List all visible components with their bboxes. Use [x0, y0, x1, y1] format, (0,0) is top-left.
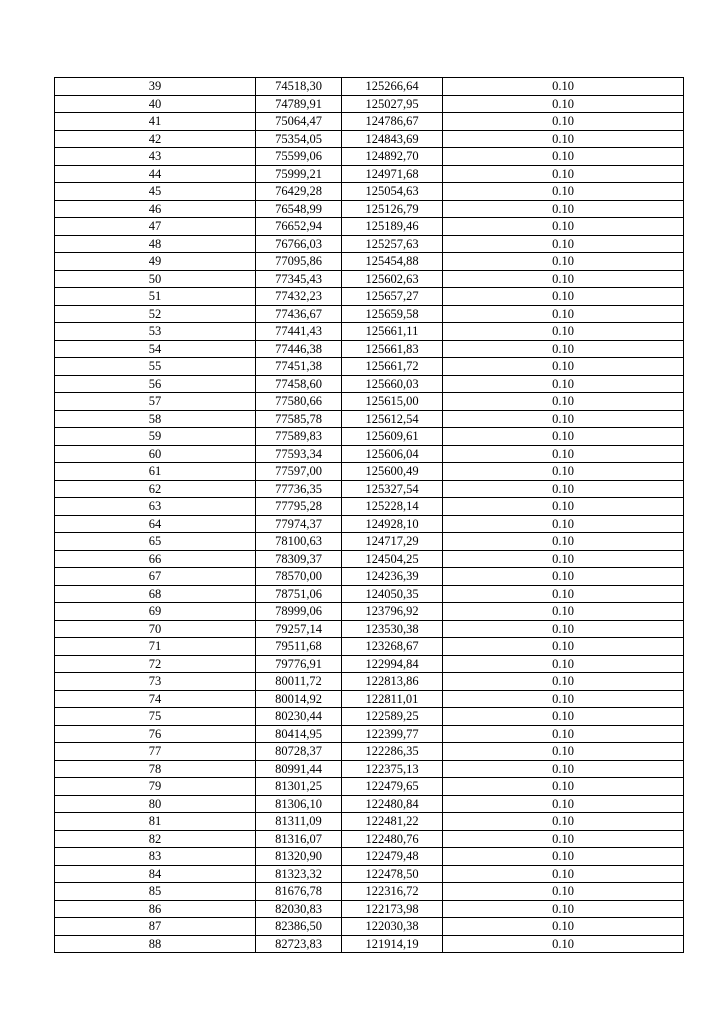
x-coordinate-cell: 81316,07: [256, 830, 342, 848]
point-number-cell: 75: [55, 708, 256, 726]
table-row: [55, 900, 684, 918]
y-coordinate-cell: 125657,27: [342, 288, 443, 306]
coordinates-table-body: [55, 78, 684, 953]
point-number-cell: 57: [55, 393, 256, 411]
accuracy-cell: 0.10: [443, 78, 684, 96]
point-number-cell: 50: [55, 270, 256, 288]
point-number-cell: 61: [55, 463, 256, 481]
table-row: [55, 253, 684, 271]
point-number-cell: 48: [55, 235, 256, 253]
point-number-cell: 59: [55, 428, 256, 446]
accuracy-cell: 0.10: [443, 708, 684, 726]
table-row: [55, 883, 684, 901]
point-number-cell: 85: [55, 883, 256, 901]
y-coordinate-cell: 124892,70: [342, 148, 443, 166]
accuracy-cell: 0.10: [443, 288, 684, 306]
y-coordinate-cell: 122030,38: [342, 918, 443, 936]
table-row: [55, 865, 684, 883]
y-coordinate-cell: 125257,63: [342, 235, 443, 253]
x-coordinate-cell: 77095,86: [256, 253, 342, 271]
table-row: [55, 235, 684, 253]
table-row: [55, 550, 684, 568]
y-coordinate-cell: 125659,58: [342, 305, 443, 323]
table-row: [55, 673, 684, 691]
x-coordinate-cell: 77597,00: [256, 463, 342, 481]
y-coordinate-cell: 122316,72: [342, 883, 443, 901]
x-coordinate-cell: 75064,47: [256, 113, 342, 131]
point-number-cell: 67: [55, 568, 256, 586]
point-number-cell: 71: [55, 638, 256, 656]
accuracy-cell: 0.10: [443, 375, 684, 393]
accuracy-cell: 0.10: [443, 935, 684, 953]
x-coordinate-cell: 77974,37: [256, 515, 342, 533]
accuracy-cell: 0.10: [443, 270, 684, 288]
accuracy-cell: 0.10: [443, 305, 684, 323]
point-number-cell: 80: [55, 795, 256, 813]
y-coordinate-cell: 122811,01: [342, 690, 443, 708]
x-coordinate-cell: 77441,43: [256, 323, 342, 341]
point-number-cell: 87: [55, 918, 256, 936]
x-coordinate-cell: 77589,83: [256, 428, 342, 446]
x-coordinate-cell: 75599,06: [256, 148, 342, 166]
x-coordinate-cell: 78999,06: [256, 603, 342, 621]
x-coordinate-cell: 77585,78: [256, 410, 342, 428]
y-coordinate-cell: 122481,22: [342, 813, 443, 831]
x-coordinate-cell: 79511,68: [256, 638, 342, 656]
x-coordinate-cell: 81311,09: [256, 813, 342, 831]
table-row: [55, 848, 684, 866]
table-row: [55, 620, 684, 638]
y-coordinate-cell: 125661,83: [342, 340, 443, 358]
x-coordinate-cell: 78309,37: [256, 550, 342, 568]
table-row: [55, 270, 684, 288]
y-coordinate-cell: 121914,19: [342, 935, 443, 953]
accuracy-cell: 0.10: [443, 725, 684, 743]
point-number-cell: 52: [55, 305, 256, 323]
y-coordinate-cell: 122375,13: [342, 760, 443, 778]
y-coordinate-cell: 125189,46: [342, 218, 443, 236]
x-coordinate-cell: 77345,43: [256, 270, 342, 288]
table-row: [55, 323, 684, 341]
accuracy-cell: 0.10: [443, 218, 684, 236]
table-row: [55, 113, 684, 131]
table-row: [55, 78, 684, 96]
x-coordinate-cell: 77451,38: [256, 358, 342, 376]
point-number-cell: 58: [55, 410, 256, 428]
y-coordinate-cell: 122589,25: [342, 708, 443, 726]
y-coordinate-cell: 125327,54: [342, 480, 443, 498]
x-coordinate-cell: 78751,06: [256, 585, 342, 603]
accuracy-cell: 0.10: [443, 690, 684, 708]
table-row: [55, 638, 684, 656]
point-number-cell: 55: [55, 358, 256, 376]
point-number-cell: 77: [55, 743, 256, 761]
x-coordinate-cell: 77593,34: [256, 445, 342, 463]
y-coordinate-cell: 124236,39: [342, 568, 443, 586]
point-number-cell: 69: [55, 603, 256, 621]
point-number-cell: 70: [55, 620, 256, 638]
y-coordinate-cell: 124928,10: [342, 515, 443, 533]
accuracy-cell: 0.10: [443, 743, 684, 761]
point-number-cell: 82: [55, 830, 256, 848]
table-row: [55, 95, 684, 113]
point-number-cell: 86: [55, 900, 256, 918]
accuracy-cell: 0.10: [443, 95, 684, 113]
x-coordinate-cell: 77736,35: [256, 480, 342, 498]
point-number-cell: 79: [55, 778, 256, 796]
point-number-cell: 39: [55, 78, 256, 96]
x-coordinate-cell: 81676,78: [256, 883, 342, 901]
x-coordinate-cell: 79257,14: [256, 620, 342, 638]
table-row: [55, 778, 684, 796]
x-coordinate-cell: 77795,28: [256, 498, 342, 516]
table-row: [55, 813, 684, 831]
x-coordinate-cell: 82723,83: [256, 935, 342, 953]
x-coordinate-cell: 76652,94: [256, 218, 342, 236]
x-coordinate-cell: 80014,92: [256, 690, 342, 708]
point-number-cell: 40: [55, 95, 256, 113]
point-number-cell: 76: [55, 725, 256, 743]
y-coordinate-cell: 125600,49: [342, 463, 443, 481]
y-coordinate-cell: 122399,77: [342, 725, 443, 743]
accuracy-cell: 0.10: [443, 883, 684, 901]
accuracy-cell: 0.10: [443, 515, 684, 533]
table-row: [55, 760, 684, 778]
table-row: [55, 358, 684, 376]
y-coordinate-cell: 125027,95: [342, 95, 443, 113]
point-number-cell: 41: [55, 113, 256, 131]
table-row: [55, 130, 684, 148]
accuracy-cell: 0.10: [443, 200, 684, 218]
x-coordinate-cell: 80991,44: [256, 760, 342, 778]
y-coordinate-cell: 125054,63: [342, 183, 443, 201]
y-coordinate-cell: 125266,64: [342, 78, 443, 96]
accuracy-cell: 0.10: [443, 865, 684, 883]
table-row: [55, 393, 684, 411]
y-coordinate-cell: 125228,14: [342, 498, 443, 516]
table-row: [55, 428, 684, 446]
x-coordinate-cell: 77458,60: [256, 375, 342, 393]
x-coordinate-cell: 81323,32: [256, 865, 342, 883]
accuracy-cell: 0.10: [443, 550, 684, 568]
point-number-cell: 66: [55, 550, 256, 568]
point-number-cell: 63: [55, 498, 256, 516]
point-number-cell: 78: [55, 760, 256, 778]
accuracy-cell: 0.10: [443, 445, 684, 463]
accuracy-cell: 0.10: [443, 568, 684, 586]
accuracy-cell: 0.10: [443, 900, 684, 918]
accuracy-cell: 0.10: [443, 585, 684, 603]
table-row: [55, 568, 684, 586]
y-coordinate-cell: 124504,25: [342, 550, 443, 568]
y-coordinate-cell: 122173,98: [342, 900, 443, 918]
x-coordinate-cell: 77580,66: [256, 393, 342, 411]
table-row: [55, 918, 684, 936]
x-coordinate-cell: 74518,30: [256, 78, 342, 96]
point-number-cell: 73: [55, 673, 256, 691]
accuracy-cell: 0.10: [443, 165, 684, 183]
y-coordinate-cell: 122994,84: [342, 655, 443, 673]
y-coordinate-cell: 122478,50: [342, 865, 443, 883]
accuracy-cell: 0.10: [443, 235, 684, 253]
table-row: [55, 375, 684, 393]
x-coordinate-cell: 81301,25: [256, 778, 342, 796]
accuracy-cell: 0.10: [443, 778, 684, 796]
y-coordinate-cell: 125660,03: [342, 375, 443, 393]
table-row: [55, 445, 684, 463]
table-row: [55, 165, 684, 183]
y-coordinate-cell: 122480,76: [342, 830, 443, 848]
x-coordinate-cell: 75999,21: [256, 165, 342, 183]
table-row: [55, 830, 684, 848]
accuracy-cell: 0.10: [443, 340, 684, 358]
accuracy-cell: 0.10: [443, 498, 684, 516]
y-coordinate-cell: 125661,72: [342, 358, 443, 376]
y-coordinate-cell: 123796,92: [342, 603, 443, 621]
accuracy-cell: 0.10: [443, 113, 684, 131]
accuracy-cell: 0.10: [443, 463, 684, 481]
x-coordinate-cell: 76766,03: [256, 235, 342, 253]
y-coordinate-cell: 124717,29: [342, 533, 443, 551]
accuracy-cell: 0.10: [443, 760, 684, 778]
table-row: [55, 218, 684, 236]
table-row: [55, 935, 684, 953]
table-row: [55, 725, 684, 743]
point-number-cell: 47: [55, 218, 256, 236]
x-coordinate-cell: 77432,23: [256, 288, 342, 306]
y-coordinate-cell: 125615,00: [342, 393, 443, 411]
y-coordinate-cell: 124843,69: [342, 130, 443, 148]
point-number-cell: 43: [55, 148, 256, 166]
x-coordinate-cell: 81306,10: [256, 795, 342, 813]
table-row: [55, 655, 684, 673]
x-coordinate-cell: 82386,50: [256, 918, 342, 936]
x-coordinate-cell: 74789,91: [256, 95, 342, 113]
point-number-cell: 83: [55, 848, 256, 866]
accuracy-cell: 0.10: [443, 148, 684, 166]
y-coordinate-cell: 125612,54: [342, 410, 443, 428]
point-number-cell: 44: [55, 165, 256, 183]
y-coordinate-cell: 123530,38: [342, 620, 443, 638]
accuracy-cell: 0.10: [443, 253, 684, 271]
y-coordinate-cell: 124971,68: [342, 165, 443, 183]
accuracy-cell: 0.10: [443, 393, 684, 411]
accuracy-cell: 0.10: [443, 480, 684, 498]
x-coordinate-cell: 80728,37: [256, 743, 342, 761]
x-coordinate-cell: 79776,91: [256, 655, 342, 673]
point-number-cell: 60: [55, 445, 256, 463]
accuracy-cell: 0.10: [443, 673, 684, 691]
accuracy-cell: 0.10: [443, 638, 684, 656]
accuracy-cell: 0.10: [443, 813, 684, 831]
y-coordinate-cell: 122813,86: [342, 673, 443, 691]
table-row: [55, 603, 684, 621]
x-coordinate-cell: 78100,63: [256, 533, 342, 551]
x-coordinate-cell: 77446,38: [256, 340, 342, 358]
table-row: [55, 200, 684, 218]
coordinates-table: [54, 77, 684, 953]
y-coordinate-cell: 124786,67: [342, 113, 443, 131]
point-number-cell: 53: [55, 323, 256, 341]
x-coordinate-cell: 76429,28: [256, 183, 342, 201]
point-number-cell: 81: [55, 813, 256, 831]
accuracy-cell: 0.10: [443, 830, 684, 848]
point-number-cell: 62: [55, 480, 256, 498]
y-coordinate-cell: 125609,61: [342, 428, 443, 446]
x-coordinate-cell: 75354,05: [256, 130, 342, 148]
accuracy-cell: 0.10: [443, 655, 684, 673]
accuracy-cell: 0.10: [443, 533, 684, 551]
point-number-cell: 56: [55, 375, 256, 393]
x-coordinate-cell: 78570,00: [256, 568, 342, 586]
table-row: [55, 498, 684, 516]
x-coordinate-cell: 77436,67: [256, 305, 342, 323]
table-row: [55, 340, 684, 358]
y-coordinate-cell: 122480,84: [342, 795, 443, 813]
y-coordinate-cell: 122479,48: [342, 848, 443, 866]
table-row: [55, 480, 684, 498]
table-row: [55, 533, 684, 551]
table-row: [55, 183, 684, 201]
table-row: [55, 463, 684, 481]
accuracy-cell: 0.10: [443, 428, 684, 446]
point-number-cell: 84: [55, 865, 256, 883]
y-coordinate-cell: 124050,35: [342, 585, 443, 603]
table-row: [55, 585, 684, 603]
accuracy-cell: 0.10: [443, 183, 684, 201]
y-coordinate-cell: 125602,63: [342, 270, 443, 288]
accuracy-cell: 0.10: [443, 620, 684, 638]
accuracy-cell: 0.10: [443, 323, 684, 341]
x-coordinate-cell: 76548,99: [256, 200, 342, 218]
point-number-cell: 46: [55, 200, 256, 218]
accuracy-cell: 0.10: [443, 918, 684, 936]
point-number-cell: 64: [55, 515, 256, 533]
point-number-cell: 65: [55, 533, 256, 551]
y-coordinate-cell: 125126,79: [342, 200, 443, 218]
x-coordinate-cell: 80230,44: [256, 708, 342, 726]
accuracy-cell: 0.10: [443, 358, 684, 376]
accuracy-cell: 0.10: [443, 795, 684, 813]
table-row: [55, 410, 684, 428]
point-number-cell: 88: [55, 935, 256, 953]
table-row: [55, 743, 684, 761]
x-coordinate-cell: 82030,83: [256, 900, 342, 918]
point-number-cell: 49: [55, 253, 256, 271]
table-row: [55, 515, 684, 533]
point-number-cell: 51: [55, 288, 256, 306]
table-row: [55, 288, 684, 306]
y-coordinate-cell: 122479,65: [342, 778, 443, 796]
point-number-cell: 72: [55, 655, 256, 673]
accuracy-cell: 0.10: [443, 410, 684, 428]
y-coordinate-cell: 125454,88: [342, 253, 443, 271]
table-row: [55, 305, 684, 323]
accuracy-cell: 0.10: [443, 848, 684, 866]
accuracy-cell: 0.10: [443, 130, 684, 148]
y-coordinate-cell: 122286,35: [342, 743, 443, 761]
point-number-cell: 42: [55, 130, 256, 148]
point-number-cell: 54: [55, 340, 256, 358]
table-row: [55, 795, 684, 813]
table-row: [55, 690, 684, 708]
y-coordinate-cell: 125606,04: [342, 445, 443, 463]
accuracy-cell: 0.10: [443, 603, 684, 621]
table-row: [55, 148, 684, 166]
point-number-cell: 74: [55, 690, 256, 708]
y-coordinate-cell: 123268,67: [342, 638, 443, 656]
point-number-cell: 68: [55, 585, 256, 603]
x-coordinate-cell: 80011,72: [256, 673, 342, 691]
point-number-cell: 45: [55, 183, 256, 201]
table-row: [55, 708, 684, 726]
x-coordinate-cell: 80414,95: [256, 725, 342, 743]
y-coordinate-cell: 125661,11: [342, 323, 443, 341]
x-coordinate-cell: 81320,90: [256, 848, 342, 866]
